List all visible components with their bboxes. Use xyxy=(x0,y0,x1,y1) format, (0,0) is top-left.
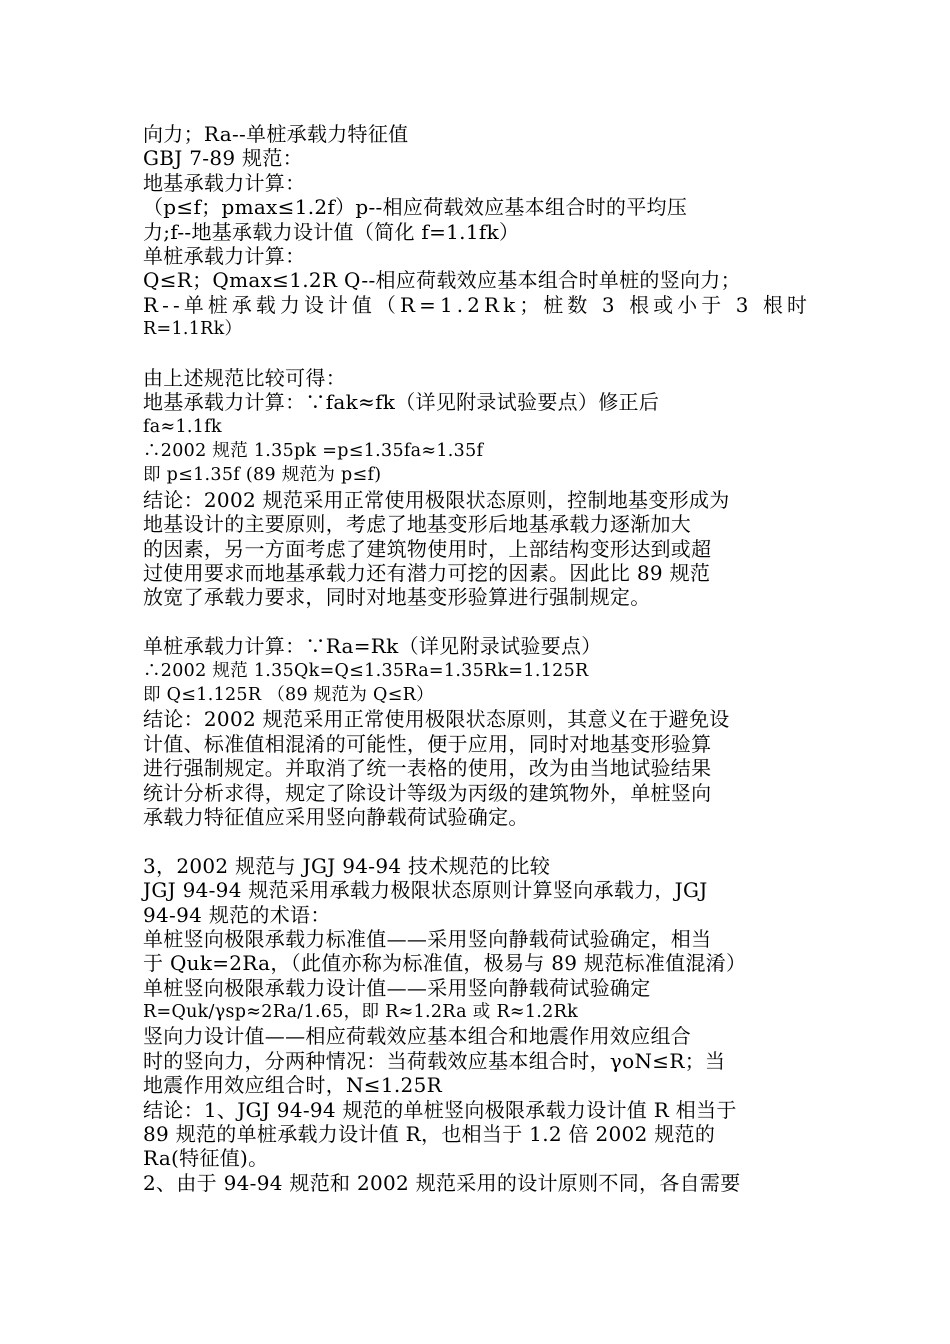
text-line: 于 Quk=2Ra，（此值亦称为标准值，极易与 89 规范标准值混淆） xyxy=(143,951,747,976)
text-line: JGJ 94-94 规范采用承载力极限状态原则计算竖向承载力，JGJ xyxy=(143,878,708,903)
text-line: （p≤f；pmax≤1.2f）p--相应荷载效应基本组合时的平均压 xyxy=(143,195,688,220)
text-line: 单桩承载力计算：∵Ra=Rk（详见附录试验要点） xyxy=(143,634,602,659)
text-line: 单桩竖向极限承载力标准值——采用竖向静载荷试验确定，相当 xyxy=(143,926,712,951)
text-line: 即 p≤1.35f (89 规范为 p≤f) xyxy=(143,465,382,486)
text-line: 2、由于 94-94 规范和 2002 规范采用的设计原则不同，各自需要 xyxy=(143,1170,741,1195)
text-line: 结论：2002 规范采用正常使用极限状态原则，控制地基变形成为 xyxy=(143,487,730,512)
text-line: 地震作用效应组合时，N≤1.25R xyxy=(143,1073,442,1098)
text-line: 即 Q≤1.125R （89 规范为 Q≤R） xyxy=(143,684,434,705)
text-line: 进行强制规定。并取消了统一表格的使用，改为由当地试验结果 xyxy=(143,756,712,781)
text-line: 放宽了承载力要求，同时对地基变形验算进行强制规定。 xyxy=(143,585,651,610)
text-line: R=1.1Rk） xyxy=(143,319,243,340)
blank-line xyxy=(143,610,808,634)
blank-line xyxy=(143,829,808,853)
blank-line xyxy=(143,342,808,366)
text-line: 力;f--地基承载力设计值（简化 f=1.1fk） xyxy=(143,219,520,244)
text-line: 地基设计的主要原则，考虑了地基变形后地基承载力逐渐加大 xyxy=(143,512,692,537)
text-line: 94-94 规范的术语： xyxy=(143,902,331,927)
text-line: 竖向力设计值——相应荷载效应基本组合和地震作用效应组合 xyxy=(143,1024,692,1049)
text-line: 3，2002 规范与 JGJ 94-94 技术规范的比较 xyxy=(143,853,551,878)
text-line: Q≤R；Qmax≤1.2R Q--相应荷载效应基本组合时单桩的竖向力； xyxy=(143,268,741,293)
text-line: ∴2002 规范 1.35Qk=Q≤1.35Ra=1.35Rk=1.125R xyxy=(143,660,589,681)
text-line: 时的竖向力，分两种情况：当荷载效应基本组合时，γoN≤R；当 xyxy=(143,1048,726,1073)
text-line: 地基承载力计算： xyxy=(143,170,306,195)
text-line: ∴2002 规范 1.35pk =p≤1.35fa≈1.35f xyxy=(143,441,484,462)
text-line: 承载力特征值应采用竖向静载荷试验确定。 xyxy=(143,804,529,829)
text-line: Ra(特征值)。 xyxy=(143,1146,269,1171)
text-line: GBJ 7-89 规范： xyxy=(143,146,303,171)
text-line: 结论：2002 规范采用正常使用极限状态原则，其意义在于避免设 xyxy=(143,707,730,732)
text-line: 统计分析求得，规定了除设计等级为丙级的建筑物外，单桩竖向 xyxy=(143,780,712,805)
text-line: 由上述规范比较可得： xyxy=(143,365,346,390)
text-line: 地基承载力计算：∵fak≈fk（详见附录试验要点）修正后 xyxy=(143,390,660,415)
text-line: R--单桩承载力设计值（R=1.2Rk；桩数 3 根或小于 3 根时 xyxy=(143,292,812,317)
text-line: 89 规范的单桩承载力设计值 R，也相当于 1.2 倍 2002 规范的 xyxy=(143,1122,716,1147)
text-line: fa≈1.1fk xyxy=(143,416,222,437)
text-line: 过使用要求而地基承载力还有潜力可挖的因素。因此比 89 规范 xyxy=(143,561,711,586)
text-line: 单桩竖向极限承载力设计值——采用竖向静载荷试验确定 xyxy=(143,975,651,1000)
text-line: 单桩承载力计算： xyxy=(143,243,306,268)
text-line: 计值、标准值相混淆的可能性，便于应用，同时对地基变形验算 xyxy=(143,731,712,756)
text-line: 的因素，另一方面考虑了建筑物使用时，上部结构变形达到或超 xyxy=(143,536,712,561)
text-line: 结论：1、JGJ 94-94 规范的单桩竖向极限承载力设计值 R 相当于 xyxy=(143,1097,737,1122)
document-body xyxy=(143,122,812,1195)
text-line: R=Quk/γsp≈2Ra/1.65，即 R≈1.2Ra 或 R≈1.2Rk xyxy=(143,1002,578,1023)
text-line: 向力；Ra--单桩承载力特征值 xyxy=(143,122,409,146)
